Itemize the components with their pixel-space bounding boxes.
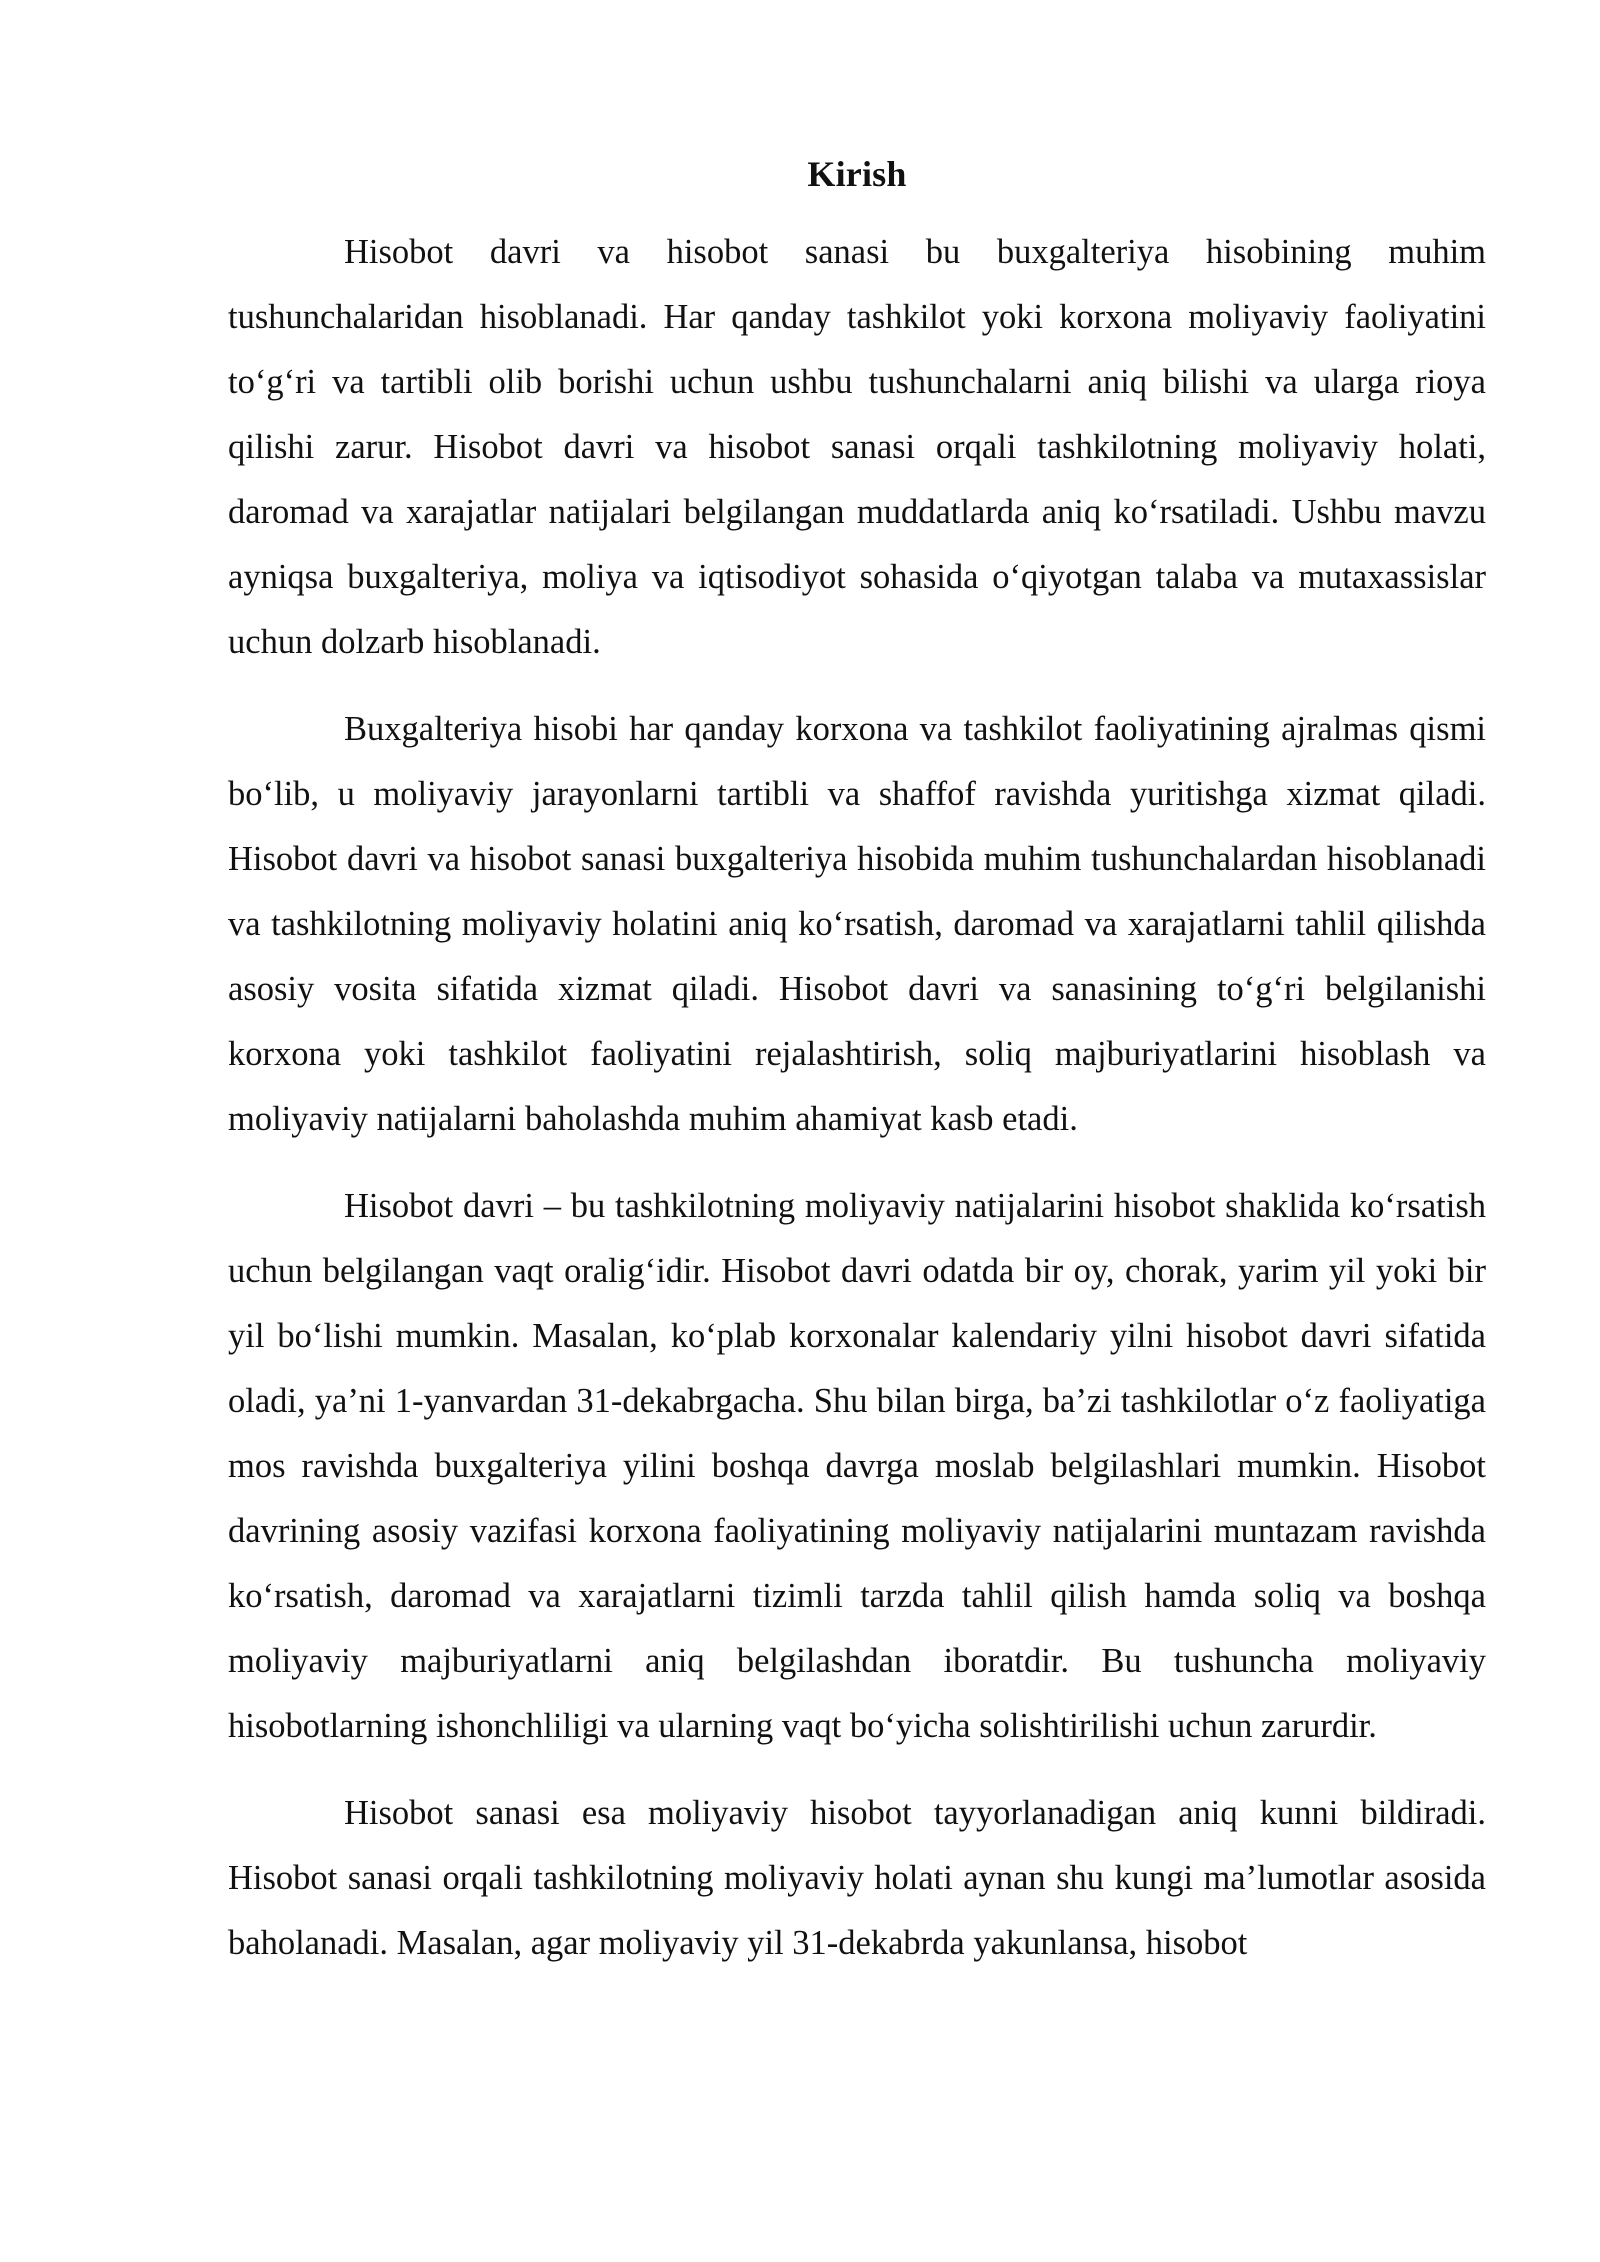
- paragraph-2: Buxgalteriya hisobi har qanday korxona va tashkilot faoliyatining ajralmas qismi bo‘lib, u moliyaviy jarayonlarni tartibli va shaffof ravishda yuritishga xizmat qiladi. Hisobot davri va hisobot sanasi buxgalteriya hisobida muhim tushunchalardan hisoblanadi va tashkilotning moliyaviy holatini aniq ko‘rsatish, daromad va xarajatlarni tahlil qilishda asosiy vosita sifatida xizmat qiladi. Hisobot davri va sanasining to‘g‘ri belgilanishi korxona yoki tashkilot faoliyatini rejalashtirish, soliq majburiyatlarini hisoblash va moliyaviy natijalarni baholashda muhim ahamiyat kasb etadi.: [228, 710, 1486, 1138]
- document-body: [228, 148, 1486, 1998]
- paragraph-1: Hisobot davri va hisobot sanasi bu buxgalteriya hisobining muhim tushunchalaridan hisoblanadi. Har qanday tashkilot yoki korxona moliyaviy faoliyatini to‘g‘ri va tartibli olib borishi uchun ushbu tushunchalarni aniq bilishi va ularga rioya qilishi zarur. Hisobot davri va hisobot sanasi orqali tashkilotning moliyaviy holati, daromad va xarajatlar natijalari belgilangan muddatlarda aniq ko‘rsatiladi. Ushbu mavzu ayniqsa buxgalteriya, moliya va iqtisodiyot sohasida o‘qiyotgan talaba va mutaxassislar uchun dolzarb hisoblanadi.: [228, 233, 1486, 661]
- page-title: Kirish: [807, 154, 907, 194]
- paragraph-4: Hisobot sanasi esa moliyaviy hisobot tayyorlanadigan aniq kunni bildiradi. Hisobot sanasi orqali tashkilotning moliyaviy holati aynan shu kungi ma’lumotlar asosida baholanadi. Masalan, agar moliyaviy yil 31-dekabrda yakunlansa, hisobot: [228, 1794, 1486, 1962]
- paragraph-3: Hisobot davri – bu tashkilotning moliyaviy natijalarini hisobot shaklida ko‘rsatish uchun belgilangan vaqt oralig‘idir. Hisobot davri odatda bir oy, chorak, yarim yil yoki bir yil bo‘lishi mumkin. Masalan, ko‘plab korxonalar kalendariy yilni hisobot davri sifatida oladi, ya’ni 1-yanvardan 31-dekabrgacha. Shu bilan birga, ba’zi tashkilotlar o‘z faoliyatiga mos ravishda buxgalteriya yilini boshqa davrga moslab belgilashlari mumkin. Hisobot davrining asosiy vazifasi korxona faoliyatining moliyaviy natijalarini muntazam ravishda ko‘rsatish, daromad va xarajatlarni tizimli tarzda tahlil qilish hamda soliq va boshqa moliyaviy majburiyatlarni aniq belgilashdan iboratdir. Bu tushuncha moliyaviy hisobotlarning ishonchliligi va ularning vaqt bo‘yicha solishtirilishi uchun zarurdir.: [228, 1187, 1486, 1745]
